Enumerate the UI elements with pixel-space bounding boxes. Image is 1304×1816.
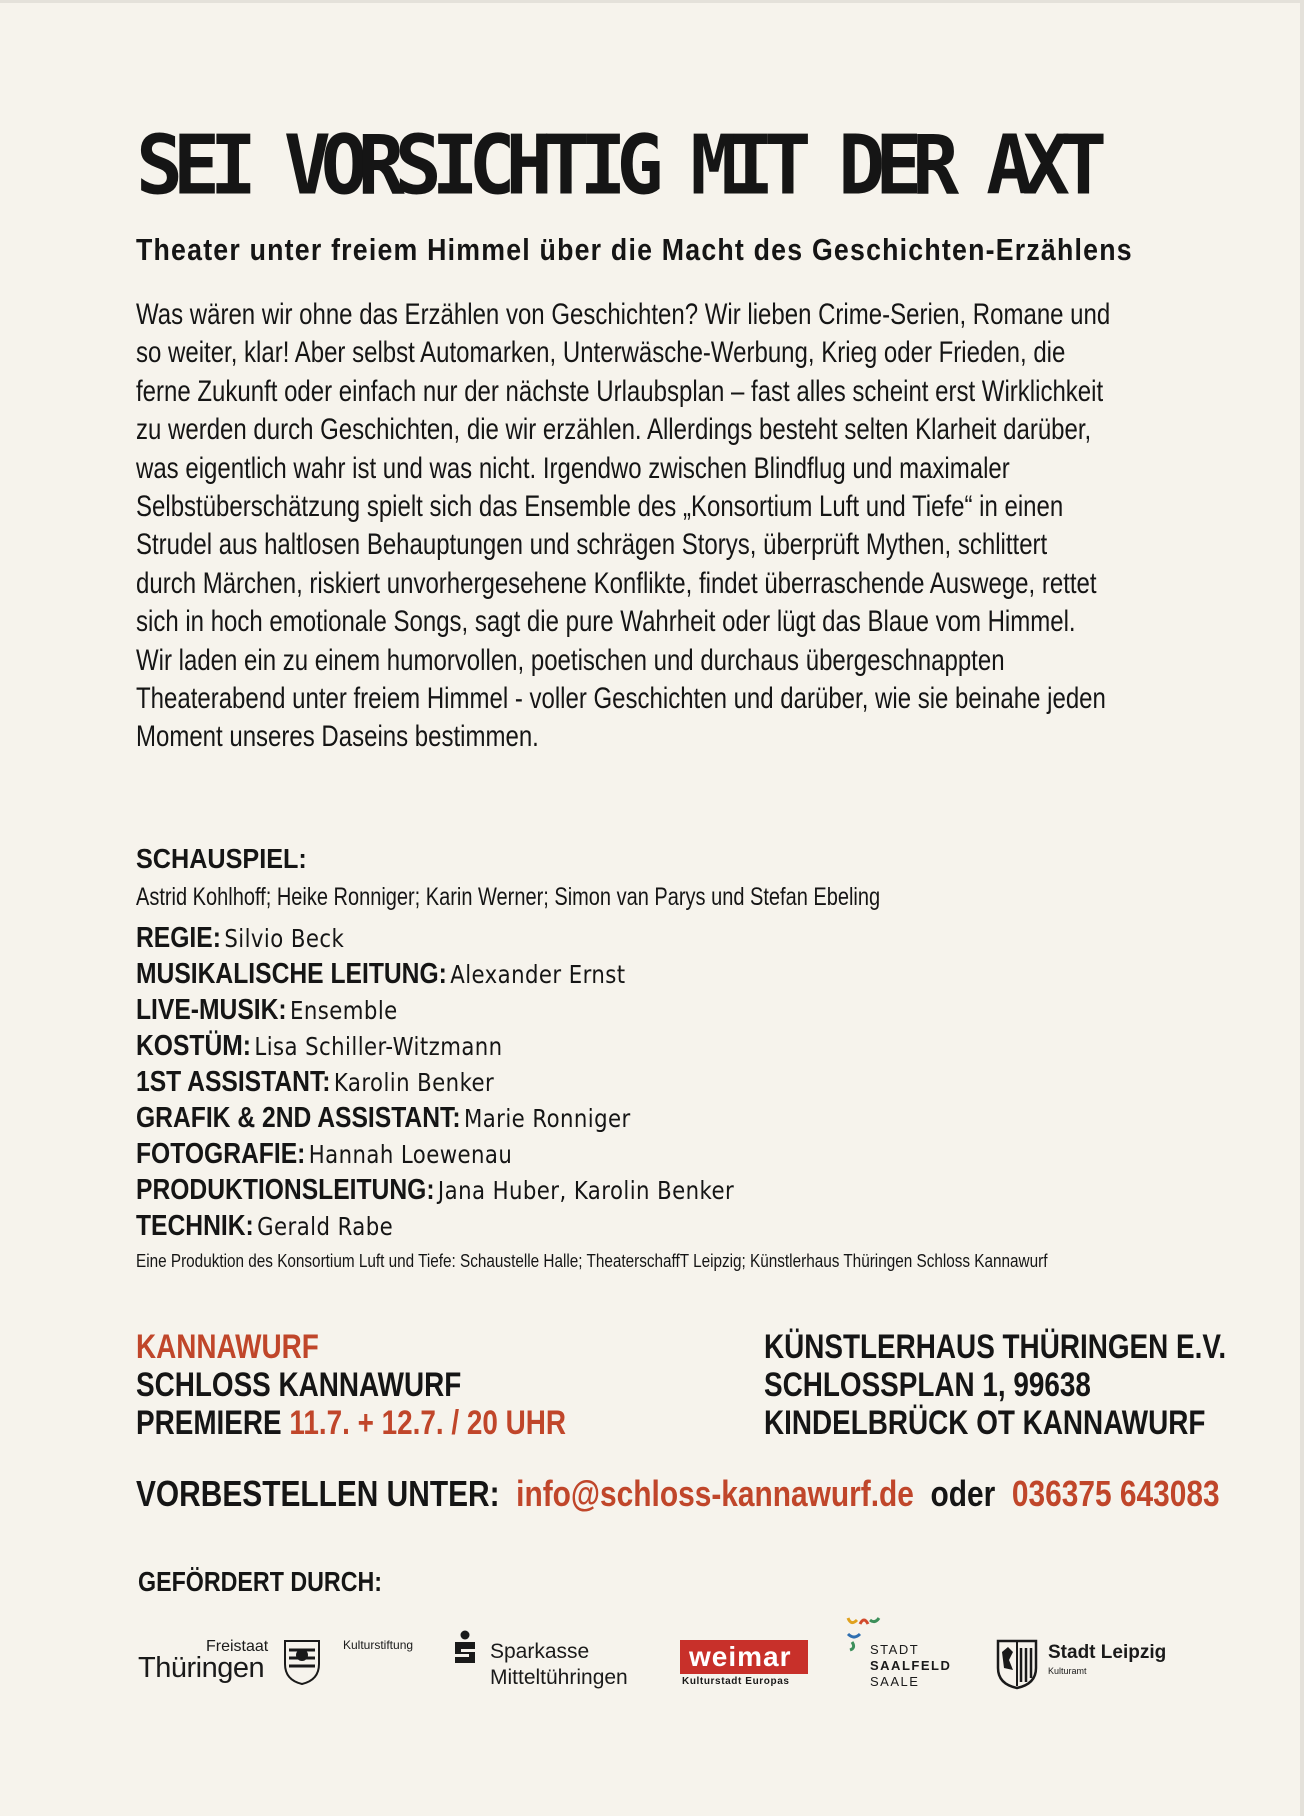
credit-row (136, 1136, 901, 1172)
premiere-label: PREMIERE (136, 1404, 282, 1442)
cast-names: Astrid Kohlhoff; Heike Ronniger; Karin Werner; Simon van Parys und Stefan Ebeling (136, 883, 881, 911)
thueringen-crest-icon (282, 1638, 322, 1686)
sparkasse-line1: Sparkasse (490, 1640, 590, 1663)
thueringen-main-text: Thüringen (138, 1652, 265, 1684)
venue-address (764, 1328, 1226, 1442)
credit-row (136, 1028, 901, 1064)
credit-role: MUSIKALISCHE LEITUNG: (136, 958, 447, 990)
credit-row (136, 992, 901, 1028)
credit-person: Silvio Beck (224, 924, 345, 953)
leipzig-main-text: Stadt Leipzig (1048, 1642, 1167, 1663)
credit-person: Ensemble (290, 996, 398, 1025)
weimar-main-text: weimar (689, 1641, 792, 1672)
leipzig-crest-icon (995, 1638, 1039, 1690)
sponsor-weimar-logo (680, 1640, 810, 1690)
leipzig-sub-text: Kulturamt (1048, 1666, 1087, 1676)
booking-label: VORBESTELLEN UNTER: (136, 1473, 500, 1514)
credit-person: Lisa Schiller-Witzmann (254, 1032, 503, 1061)
credit-person: Jana Huber, Karolin Benker (437, 1176, 735, 1205)
venue-name: KÜNSTLERHAUS THÜRINGEN E.V. (764, 1328, 1227, 1366)
saalfeld-line1: STADT (870, 1642, 920, 1657)
event-premiere (136, 1404, 566, 1442)
intro-paragraph: Was wären wir ohne das Erzählen von Geschichten? Wir lieben Crime-Serien, Romane und so weiter, klar! Aber selbst Automarken, Unterwäsche-Werbung, Krieg oder Frieden, die ferne Zukunft oder einfach nur der nächste Urlaubsplan – fast alles scheint erst Wirklichkeit zu werden durch Geschichten, die wir erzählen. Allerdings besteht selten Klarheit darüber, was eigentlich wahr ist und was nicht. Irgendwo zwischen Blindflug und maximaler Selbstüberschätzung spielt sich das Ensemble des „Konsortium Luft und Tiefe“ in einen Strudel aus haltlosen Behauptungen und schrägen Storys, überprüft Mythen, schlittert durch Märchen, riskiert unvorhergesehene Konflikte, findet überraschende Auswege, rettet sich in hoch emotionale Songs, sagt die pure Wahrheit oder lügt das Blaue vom Himmel. Wir laden ein zu einem humorvollen, poetischen und durchaus übergeschnappten Theaterabend unter freiem Himmel - voller Geschichten und darüber, wie sie beinahe jeden Moment unseres Daseins bestimmen. (136, 298, 1111, 754)
sparkasse-line2: Mitteltühringen (490, 1666, 628, 1689)
thueringen-top-text: Freistaat (206, 1638, 269, 1655)
saalfeld-line3: SAALE (870, 1674, 920, 1689)
credit-row (136, 1172, 901, 1208)
weimar-sub-text: Kulturstadt Europas (682, 1676, 790, 1687)
credit-role: KOSTÜM: (136, 1030, 252, 1062)
credit-person: Alexander Ernst (450, 960, 626, 989)
credits-list (136, 920, 901, 1244)
sparkasse-s-icon (452, 1630, 478, 1664)
booking-line (136, 1472, 1220, 1516)
credit-row (136, 1100, 901, 1136)
credit-role: 1ST ASSISTANT: (136, 1066, 331, 1098)
sponsor-leipzig-logo (995, 1638, 1175, 1694)
thueringen-side-text: Kulturstiftung (343, 1638, 414, 1652)
credit-row (136, 1064, 901, 1100)
sponsor-saalfeld-logo (842, 1612, 962, 1698)
credit-role: TECHNIK: (136, 1210, 254, 1242)
credit-person: Marie Ronniger (463, 1104, 631, 1133)
sponsor-sparkasse-logo (452, 1628, 652, 1690)
cast-heading: SCHAUSPIEL: (136, 843, 307, 874)
credit-person: Hannah Loewenau (308, 1140, 513, 1169)
credit-row (136, 920, 901, 956)
production-note: Eine Produktion des Konsortium Luft und Tiefe: Schaustelle Halle; TheaterschaffT Leipzig; Künstlerhaus Thüringen Schloss Kannawurf (136, 1251, 1048, 1271)
booking-email[interactable]: info@schloss-kannawurf.de (516, 1473, 914, 1514)
saalfeld-line2: SAALFELD (870, 1658, 952, 1673)
venue-town: KINDELBRÜCK OT KANNAWURF (764, 1404, 1206, 1442)
credit-role: LIVE-MUSIK: (136, 994, 287, 1026)
poster-subtitle: Theater unter freiem Himmel über die Macht des Geschichten-Erzählens (136, 232, 1133, 267)
credit-person: Gerald Rabe (257, 1212, 394, 1241)
event-city: KANNAWURF (136, 1328, 319, 1366)
credit-role: REGIE: (136, 922, 221, 954)
event-location: SCHLOSS KANNAWURF (136, 1366, 462, 1404)
booking-phone[interactable]: 036375 643083 (1011, 1473, 1220, 1514)
credit-role: FOTOGRAFIE: (136, 1138, 306, 1170)
venue-street: SCHLOSSPLAN 1, 99638 (764, 1366, 1091, 1404)
credit-role: PRODUKTIONSLEITUNG: (136, 1174, 435, 1206)
credit-row (136, 1208, 901, 1244)
funding-heading: GEFÖRDERT DURCH: (138, 1566, 383, 1597)
event-info (136, 1328, 566, 1442)
booking-or: oder (930, 1473, 996, 1514)
premiere-dates: 11.7. + 12.7. / 20 UHR (289, 1404, 567, 1442)
credit-row (136, 956, 901, 992)
sponsor-thueringen-logo (136, 1630, 426, 1690)
poster-title: SEI VORSICHTIG MIT DER AXT (136, 119, 1097, 214)
credit-role: GRAFIK & 2ND ASSISTANT: (136, 1102, 461, 1134)
credit-person: Karolin Benker (333, 1068, 495, 1097)
